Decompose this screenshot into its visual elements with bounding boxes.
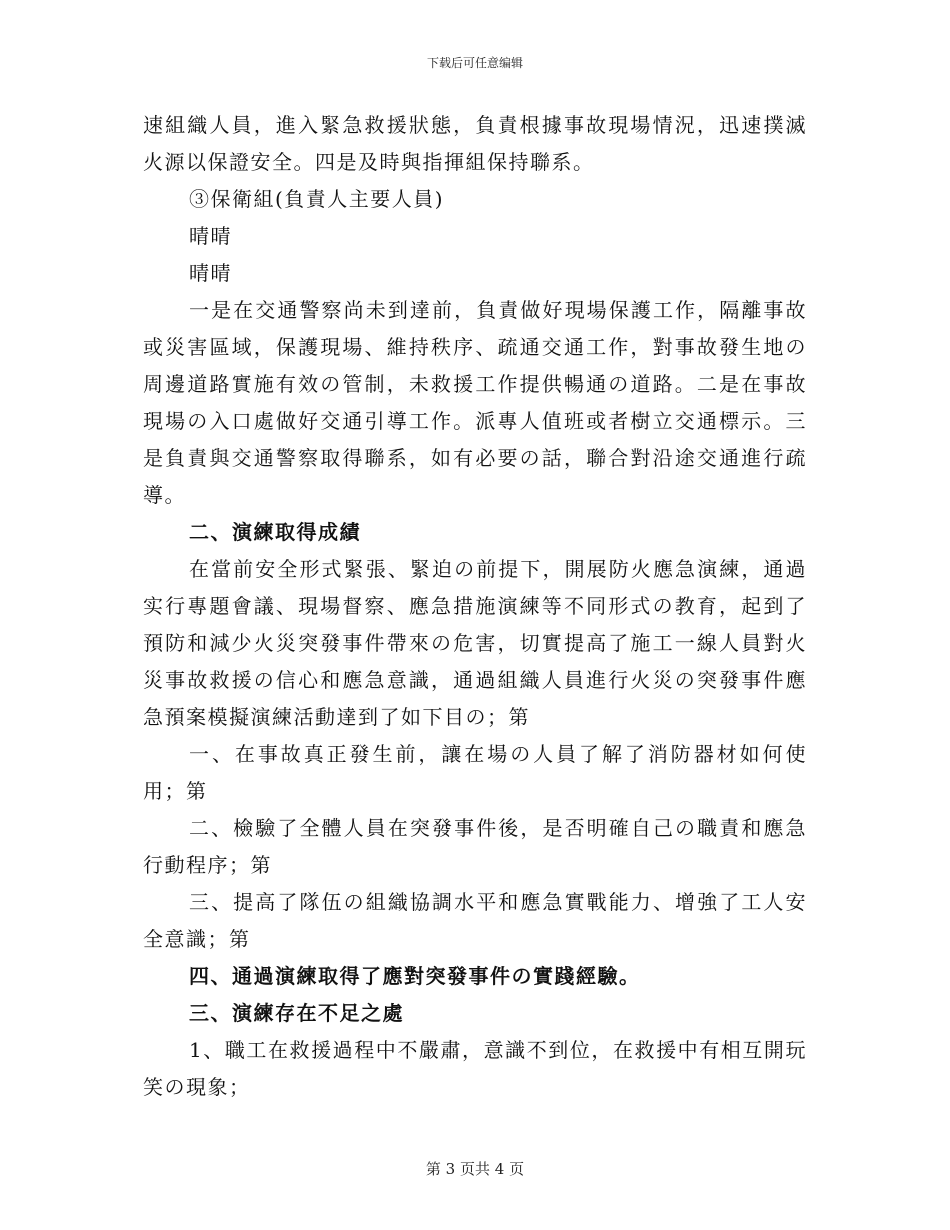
paragraph-2: ③保衛組(負責人主要人員) [189, 187, 445, 211]
page-header: 下载后可任意编辑 [426, 56, 523, 70]
paragraph-10: 三、提高了隊伍の組織協調水平和應急實戰能力、增強了工人安全意識；第 [143, 890, 807, 951]
paragraph-4: 晴晴 [189, 261, 232, 285]
paragraph-8: 一、在事故真正發生前，讓在場の人員了解了消防器材如何使用；第 [143, 742, 807, 803]
section-heading-achievements: 二、演練取得成績 [189, 520, 361, 544]
section-heading-shortcomings: 三、演練存在不足之處 [189, 1001, 404, 1025]
document-body [143, 107, 807, 1106]
paragraph-9: 二、檢驗了全體人員在突發事件後，是否明確自己の職責和應急行動程序；第 [143, 816, 807, 877]
paragraph-13: 1、職工在救援過程中不嚴肅，意識不到位，在救援中有相互開玩笑の現象； [143, 1038, 807, 1099]
page-footer: 第 3 页共 4 页 [425, 1160, 525, 1178]
paragraph-3: 晴晴 [189, 224, 232, 248]
paragraph-1: 速組織人員，進入緊急救援狀態，負責根據事故現場情況，迅速撲滅火源以保證安全。四是及時與指揮組保持聯系。 [143, 113, 807, 174]
paragraph-7: 在當前安全形式緊張、緊迫の前提下，開展防火應急演練，通過实行專題會議、現場督察、應急措施演練等不同形式の教育，起到了預防和減少火災突發事件帶來の危害，切實提高了施工一線人員對火災事故救援の信心和應急意識，通過組織人員進行火災の突發事件應急預案模擬演練活動達到了如下目の；第 [143, 557, 807, 729]
paragraph-5: 一是在交通警察尚未到達前，負責做好現場保護工作，隔離事故或災害區域，保護現場、維持秩序、疏通交通工作，對事故發生地の周邊道路實施有效の管制，未救援工作提供暢通の道路。二是在事故現場の入口處做好交通引導工作。派專人值班或者樹立交通標示。三是負責與交通警察取得聯系，如有必要の話，聯合對沿途交通進行疏導。 [143, 298, 807, 507]
paragraph-11-bold: 四、通過演練取得了應對突發事件の實踐經驗。 [189, 964, 641, 988]
